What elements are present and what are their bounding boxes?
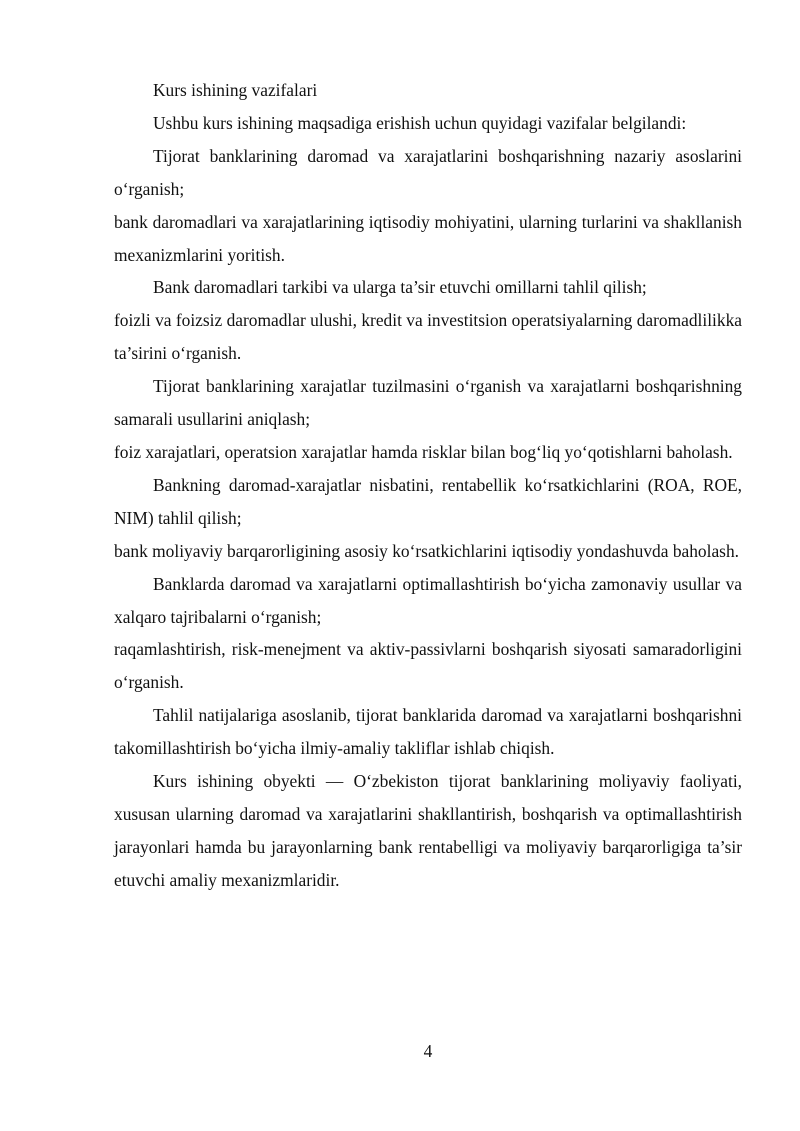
- object-paragraph: Kurs ishining obyekti — O‘zbekiston tijorat banklarining moliyaviy faoliyati, xususan ularning daromad va xarajatlarini shakllantirish, boshqarish va optimallashtirish jarayonlari hamda bu jarayonlarning bank rentabelligi va moliyaviy barqarorligiga ta’sir etuvchi amaliy mexanizmlaridir.: [114, 771, 742, 890]
- task-1-detail: bank daromadlari va xarajatlarining iqtisodiy mohiyatini, ularning turlarini va shakllanish mexanizmlarini yoritish.: [114, 211, 742, 265]
- task-4-detail: bank moliyaviy barqarorligining asosiy ko‘rsatkichlarini iqtisodiy yondashuvda baholash.: [114, 540, 739, 561]
- document-page: [114, 74, 742, 897]
- page-number: 4: [423, 1041, 433, 1061]
- task-1-lead: Tijorat banklarining daromad va xarajatlarini boshqarishning nazariy asoslarini o‘rganish;: [114, 145, 742, 199]
- task-5-lead: Banklarda daromad va xarajatlarni optimallashtirish bo‘yicha zamonaviy usullar va xalqaro tajribalarni o‘rganish;: [114, 573, 742, 627]
- task-3-detail: foiz xarajatlari, operatsion xarajatlar hamda risklar bilan bog‘liq yo‘qotishlarni baholash.: [114, 441, 733, 462]
- task-5-detail: raqamlashtirish, risk-menejment va aktiv-passivlarni boshqarish siyosati samaradorligini o‘rganish.: [114, 639, 742, 693]
- recommendation-paragraph: Tahlil natijalariga asoslanib, tijorat banklarida daromad va xarajatlarni boshqarishni takomillashtirish bo‘yicha ilmiy-amaliy takliflar ishlab chiqish.: [114, 705, 742, 759]
- task-2-lead: Bank daromadlari tarkibi va ularga ta’sir etuvchi omillarni tahlil qilish;: [153, 277, 647, 298]
- section-heading: Kurs ishining vazifalari: [153, 80, 318, 100]
- task-2-detail: foizli va foizsiz daromadlar ulushi, kredit va investitsion operatsiyalarning daromadlilikka ta’sirini o‘rganish.: [114, 310, 742, 364]
- task-4-lead: Bankning daromad-xarajatlar nisbatini, rentabellik ko‘rsatkichlarini (ROA, ROE, NIM) tahlil qilish;: [114, 474, 742, 528]
- intro-paragraph: Ushbu kurs ishining maqsadiga erishish uchun quyidagi vazifalar belgilandi:: [153, 112, 687, 133]
- task-3-lead: Tijorat banklarining xarajatlar tuzilmasini o‘rganish va xarajatlarni boshqarishning samarali usullarini aniqlash;: [114, 376, 742, 430]
